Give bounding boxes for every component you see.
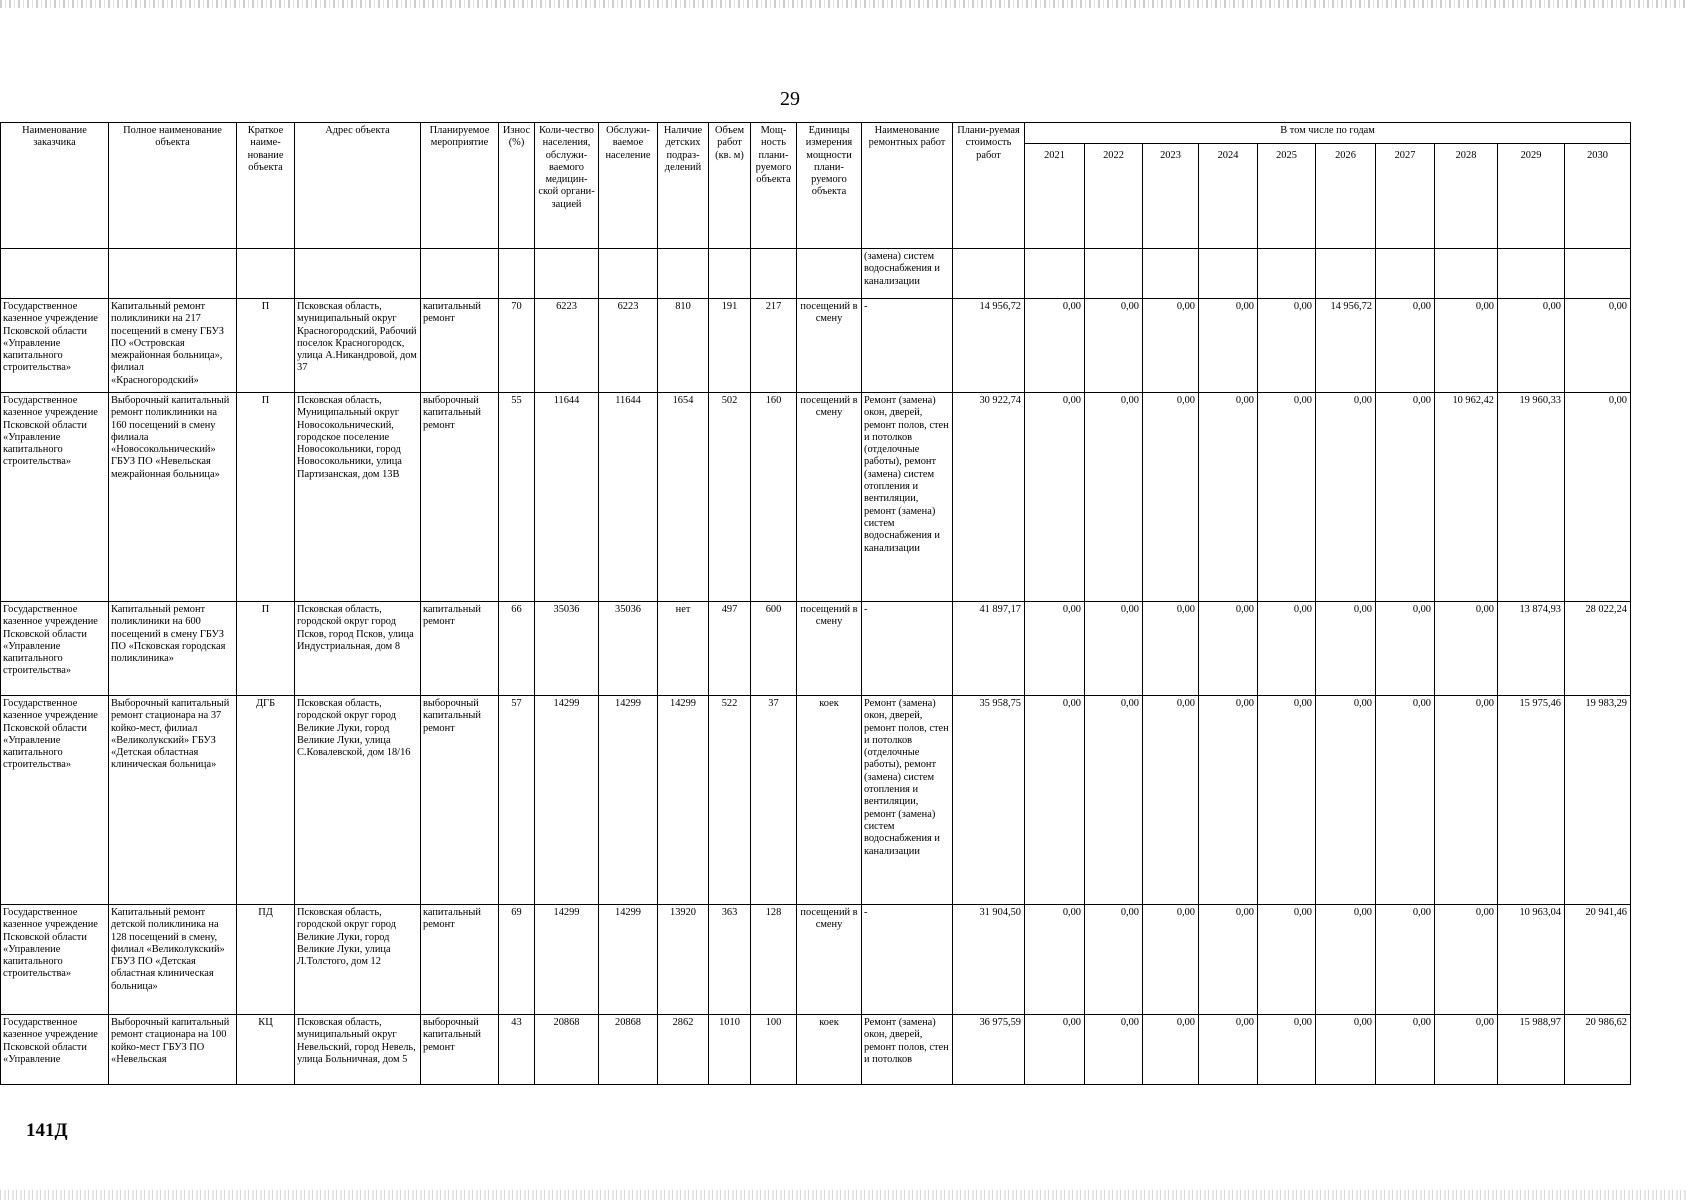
scan-noise-bottom [0, 1190, 1686, 1200]
wear-cell: 43 [499, 1015, 535, 1085]
cost-cell: 14 956,72 [953, 299, 1025, 393]
year-value-cell: 0,00 [1025, 696, 1085, 905]
volume-cell: 497 [709, 602, 751, 696]
document-code: 141Д [26, 1120, 68, 1141]
year-value-cell: 0,00 [1498, 299, 1565, 393]
year-value-cell: 10 962,42 [1435, 393, 1498, 602]
customer-cell: Государственное казенное учреждение Псковской области «Управление капитального строительства» [1, 905, 109, 1015]
year-value-cell: 0,00 [1199, 602, 1258, 696]
header-capacity: Мощ-ность плани-руемого объекта [751, 123, 797, 249]
year-value-cell: 0,00 [1435, 299, 1498, 393]
customer-cell: Государственное казенное учреждение Псковской области «Управление капитального строительства» [1, 696, 109, 905]
year-value-cell: 0,00 [1199, 299, 1258, 393]
year-value-cell: 0,00 [1565, 299, 1631, 393]
year-value-cell: 0,00 [1199, 1015, 1258, 1085]
customer-cell: Государственное казенное учреждение Псковской области «Управление капитального строительства» [1, 602, 109, 696]
header-object-name: Полное наименование объекта [109, 123, 237, 249]
year-value-cell: 0,00 [1316, 602, 1376, 696]
object-name-cell: Капитальный ремонт поликлиники на 600 посещений в смену ГБУЗ ПО «Псковская городская поликлиника» [109, 602, 237, 696]
measure-cell: капитальный ремонт [421, 299, 499, 393]
year-value-cell: 0,00 [1435, 602, 1498, 696]
short-name-cell: ДГБ [237, 696, 295, 905]
header-year-2023: 2023 [1143, 144, 1199, 249]
year-value-cell: 0,00 [1143, 393, 1199, 602]
address-cell: Псковская область, муниципальный округ Красногородский, Рабочий поселок Красногородск, улица А.Никандровой, дом 37 [295, 299, 421, 393]
short-name-cell: П [237, 393, 295, 602]
object-name-cell: Капитальный ремонт поликлиники на 217 посещений в смену ГБУЗ ПО «Островская межрайонная больница», филиал «Красногородский» [109, 299, 237, 393]
children-cell: 810 [658, 299, 709, 393]
year-value-cell: 0,00 [1085, 1015, 1143, 1085]
header-year-2025: 2025 [1258, 144, 1316, 249]
header-year-2026: 2026 [1316, 144, 1376, 249]
volume-cell: 502 [709, 393, 751, 602]
year-value-cell: 0,00 [1025, 299, 1085, 393]
table-row [1, 299, 1631, 393]
header-year-2029: 2029 [1498, 144, 1565, 249]
header-measure: Планируемое мероприятие [421, 123, 499, 249]
year-value-cell: 0,00 [1025, 905, 1085, 1015]
served-cell: 11644 [599, 393, 658, 602]
header-population: Коли-чество населения, обслужи-ваемого медицин-ской органи-зацией [535, 123, 599, 249]
table-row [1, 602, 1631, 696]
year-value-cell: 0,00 [1199, 696, 1258, 905]
continuation-row [1, 249, 1631, 299]
page-number: 29 [780, 88, 800, 110]
capacity-unit-cell: посещений в смену [797, 299, 862, 393]
served-cell: 14299 [599, 696, 658, 905]
wear-cell: 66 [499, 602, 535, 696]
volume-cell: 191 [709, 299, 751, 393]
cost-cell: 30 922,74 [953, 393, 1025, 602]
children-cell: 2862 [658, 1015, 709, 1085]
year-value-cell: 19 960,33 [1498, 393, 1565, 602]
customer-cell: Государственное казенное учреждение Псковской области «Управление [1, 1015, 109, 1085]
object-name-cell: Капитальный ремонт детской поликлиника на 128 посещений в смену, филиал «Великолукский» ГБУЗ ПО «Детская областная клиническая больница» [109, 905, 237, 1015]
header-address: Адрес объекта [295, 123, 421, 249]
year-value-cell: 0,00 [1376, 299, 1435, 393]
measure-cell: капитальный ремонт [421, 905, 499, 1015]
header-works: Наименование ремонтных работ [862, 123, 953, 249]
capacity-cell: 37 [751, 696, 797, 905]
measure-cell: выборочный капитальный ремонт [421, 393, 499, 602]
capacity-unit-cell: посещений в смену [797, 393, 862, 602]
year-value-cell: 0,00 [1143, 905, 1199, 1015]
year-value-cell: 0,00 [1376, 696, 1435, 905]
year-value-cell: 0,00 [1085, 299, 1143, 393]
year-value-cell: 20 986,62 [1565, 1015, 1631, 1085]
header-by-years: В том числе по годам [1025, 123, 1631, 144]
wear-cell: 69 [499, 905, 535, 1015]
population-cell: 11644 [535, 393, 599, 602]
measure-cell: выборочный капитальный ремонт [421, 696, 499, 905]
year-value-cell: 0,00 [1258, 299, 1316, 393]
works-cell: Ремонт (замена) окон, дверей, ремонт полов, стен и потолков [862, 1015, 953, 1085]
customer-cell: Государственное казенное учреждение Псковской области «Управление капитального строительства» [1, 299, 109, 393]
header-capacity-unit: Единицы измерения мощности плани-руемого объекта [797, 123, 862, 249]
population-cell: 14299 [535, 905, 599, 1015]
header-year-2027: 2027 [1376, 144, 1435, 249]
year-value-cell: 0,00 [1025, 1015, 1085, 1085]
year-value-cell: 15 988,97 [1498, 1015, 1565, 1085]
year-value-cell: 0,00 [1376, 393, 1435, 602]
header-customer: Наименование заказчика [1, 123, 109, 249]
short-name-cell: КЦ [237, 1015, 295, 1085]
capacity-unit-cell: коек [797, 1015, 862, 1085]
wear-cell: 55 [499, 393, 535, 602]
year-value-cell: 0,00 [1199, 905, 1258, 1015]
measure-cell: выборочный капитальный ремонт [421, 1015, 499, 1085]
year-value-cell: 0,00 [1025, 602, 1085, 696]
short-name-cell: ПД [237, 905, 295, 1015]
volume-cell: 522 [709, 696, 751, 905]
year-value-cell: 10 963,04 [1498, 905, 1565, 1015]
population-cell: 20868 [535, 1015, 599, 1085]
year-value-cell: 0,00 [1435, 1015, 1498, 1085]
header-row [1, 123, 1631, 144]
year-value-cell: 0,00 [1376, 1015, 1435, 1085]
capacity-unit-cell: посещений в смену [797, 905, 862, 1015]
header-year-2030: 2030 [1565, 144, 1631, 249]
year-value-cell: 14 956,72 [1316, 299, 1376, 393]
year-value-cell: 0,00 [1258, 602, 1316, 696]
address-cell: Псковская область, Муниципальный округ Новосокольнический, городское поселение Новосокольники, город Новосокольники, улица Партизанская, дом 13В [295, 393, 421, 602]
object-name-cell: Выборочный капитальный ремонт стационара на 100 койко-мест ГБУЗ ПО «Невельская [109, 1015, 237, 1085]
children-cell: 14299 [658, 696, 709, 905]
header-year-2024: 2024 [1199, 144, 1258, 249]
works-cell: - [862, 905, 953, 1015]
header-year-2021: 2021 [1025, 144, 1085, 249]
table-row [1, 393, 1631, 602]
volume-cell: 1010 [709, 1015, 751, 1085]
capacity-cell: 100 [751, 1015, 797, 1085]
capacity-cell: 128 [751, 905, 797, 1015]
year-value-cell: 0,00 [1025, 393, 1085, 602]
year-value-cell: 0,00 [1565, 393, 1631, 602]
header-children: Наличие детских подраз-делений [658, 123, 709, 249]
year-value-cell: 0,00 [1085, 905, 1143, 1015]
year-value-cell: 0,00 [1316, 393, 1376, 602]
short-name-cell: П [237, 602, 295, 696]
wear-cell: 70 [499, 299, 535, 393]
served-cell: 6223 [599, 299, 658, 393]
capacity-cell: 217 [751, 299, 797, 393]
works-cell: - [862, 299, 953, 393]
short-name-cell: П [237, 299, 295, 393]
year-value-cell: 0,00 [1316, 905, 1376, 1015]
volume-cell: 363 [709, 905, 751, 1015]
cost-cell: 36 975,59 [953, 1015, 1025, 1085]
year-value-cell: 0,00 [1143, 602, 1199, 696]
year-value-cell: 0,00 [1435, 905, 1498, 1015]
served-cell: 14299 [599, 905, 658, 1015]
year-value-cell: 0,00 [1085, 696, 1143, 905]
header-wear: Износ (%) [499, 123, 535, 249]
year-value-cell: 28 022,24 [1565, 602, 1631, 696]
table-row [1, 905, 1631, 1015]
year-value-cell: 0,00 [1258, 905, 1316, 1015]
cost-cell: 31 904,50 [953, 905, 1025, 1015]
year-value-cell: 0,00 [1376, 602, 1435, 696]
wear-cell: 57 [499, 696, 535, 905]
header-short-name: Краткое наиме-нование объекта [237, 123, 295, 249]
children-cell: 13920 [658, 905, 709, 1015]
repair-schedule-table [0, 122, 1631, 1085]
address-cell: Псковская область, городской округ город Великие Луки, город Великие Луки, улица Л.Толстого, дом 12 [295, 905, 421, 1015]
year-value-cell: 19 983,29 [1565, 696, 1631, 905]
served-cell: 35036 [599, 602, 658, 696]
year-value-cell: 0,00 [1258, 1015, 1316, 1085]
address-cell: Псковская область, городской округ город Псков, город Псков, улица Индустриальная, дом 8 [295, 602, 421, 696]
customer-cell: Государственное казенное учреждение Псковской области «Управление капитального строительства» [1, 393, 109, 602]
year-value-cell: 0,00 [1258, 696, 1316, 905]
works-cell: - [862, 602, 953, 696]
year-value-cell: 0,00 [1143, 696, 1199, 905]
cost-cell: 35 958,75 [953, 696, 1025, 905]
works-cell: Ремонт (замена) окон, дверей, ремонт полов, стен и потолков (отделочные работы), ремонт (замена) систем отопления и вентиляции, ремонт (замена) систем водоснабжения и канализации [862, 393, 953, 602]
cost-cell: 41 897,17 [953, 602, 1025, 696]
capacity-unit-cell: коек [797, 696, 862, 905]
table-row [1, 1015, 1631, 1085]
header-year-2022: 2022 [1085, 144, 1143, 249]
year-value-cell: 20 941,46 [1565, 905, 1631, 1015]
continuation-works: (замена) систем водоснабжения и канализации [862, 249, 953, 299]
year-value-cell: 0,00 [1316, 1015, 1376, 1085]
year-value-cell: 15 975,46 [1498, 696, 1565, 905]
population-cell: 14299 [535, 696, 599, 905]
year-value-cell: 0,00 [1085, 393, 1143, 602]
year-value-cell: 0,00 [1143, 299, 1199, 393]
year-value-cell: 0,00 [1435, 696, 1498, 905]
population-cell: 35036 [535, 602, 599, 696]
year-value-cell: 0,00 [1085, 602, 1143, 696]
header-served: Обслужи-ваемое население [599, 123, 658, 249]
object-name-cell: Выборочный капитальный ремонт стационара на 37 койко-мест, филиал «Великолукский» ГБУЗ «Детская областная клиническая больница» [109, 696, 237, 905]
header-year-2028: 2028 [1435, 144, 1498, 249]
measure-cell: капитальный ремонт [421, 602, 499, 696]
address-cell: Псковская область, муниципальный округ Невельский, город Невель, улица Больничная, дом 5 [295, 1015, 421, 1085]
scan-noise-top [0, 0, 1686, 8]
year-value-cell: 13 874,93 [1498, 602, 1565, 696]
year-value-cell: 0,00 [1258, 393, 1316, 602]
object-name-cell: Выборочный капитальный ремонт поликлиники на 160 посещений в смену филиала «Новосокольнический» ГБУЗ ПО «Невельская межрайонная больница» [109, 393, 237, 602]
header-volume: Объем работ (кв. м) [709, 123, 751, 249]
population-cell: 6223 [535, 299, 599, 393]
capacity-unit-cell: посещений в смену [797, 602, 862, 696]
children-cell: 1654 [658, 393, 709, 602]
address-cell: Псковская область, городской округ город Великие Луки, город Великие Луки, улица С.Ковалевской, дом 18/16 [295, 696, 421, 905]
capacity-cell: 600 [751, 602, 797, 696]
year-value-cell: 0,00 [1199, 393, 1258, 602]
year-value-cell: 0,00 [1376, 905, 1435, 1015]
served-cell: 20868 [599, 1015, 658, 1085]
year-value-cell: 0,00 [1316, 696, 1376, 905]
table-row [1, 696, 1631, 905]
children-cell: нет [658, 602, 709, 696]
works-cell: Ремонт (замена) окон, дверей, ремонт полов, стен и потолков (отделочные работы), ремонт (замена) систем отопления и вентиляции, ремонт (замена) систем водоснабжения и канализации [862, 696, 953, 905]
header-cost: Плани-руемая стоимость работ [953, 123, 1025, 249]
capacity-cell: 160 [751, 393, 797, 602]
year-value-cell: 0,00 [1143, 1015, 1199, 1085]
